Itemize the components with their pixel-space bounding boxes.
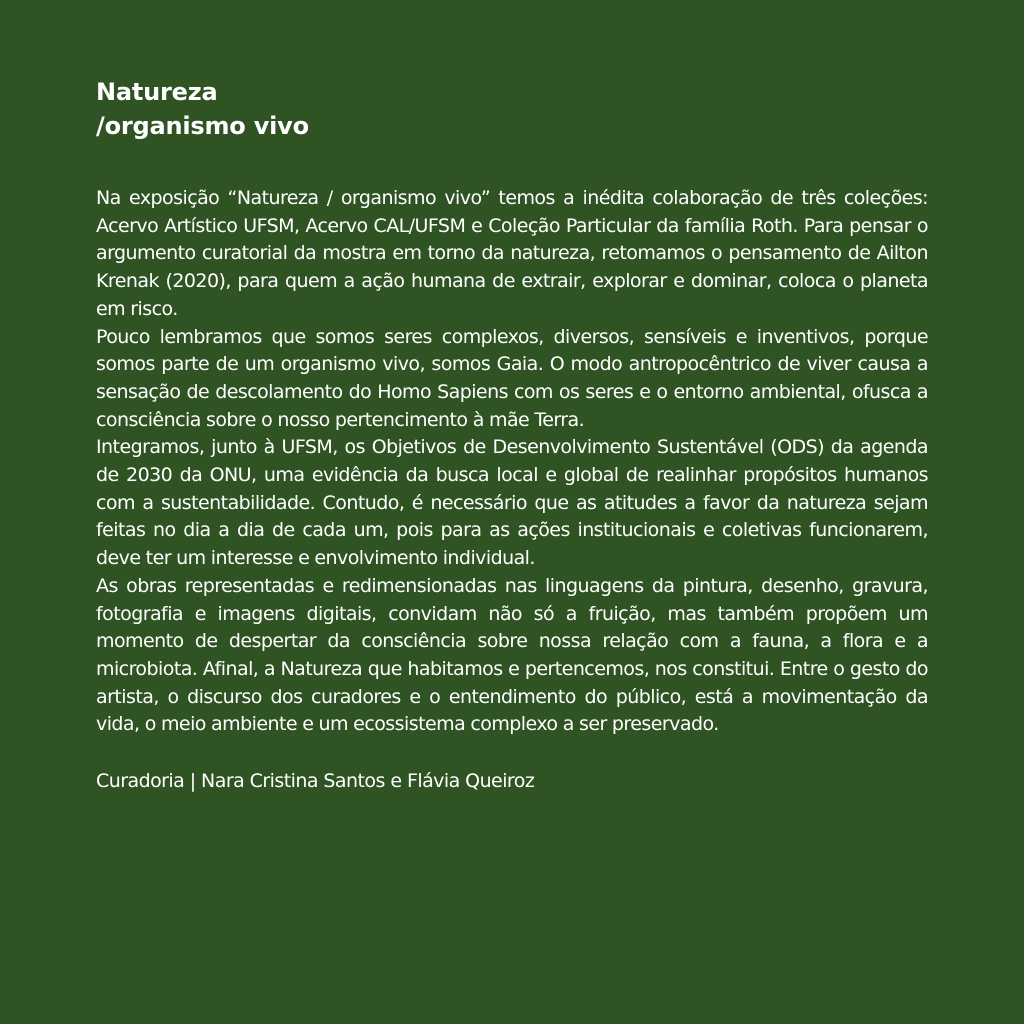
paragraph-3: Integramos, junto à UFSM, os Objetivos de Desenvolvimento Sustentável (ODS) da agenda de 2030 da ONU, uma evidência da busca local e global de realinhar propósitos humanos com a sustentabilidade. Contudo, é necessário que as atitudes a favor da natureza sejam feitas no dia a dia de cada um, pois para as ações institucionais e coletivas funcionarem, deve ter um interesse e envolvimento individual. xyxy=(96,436,928,570)
title-line-2: /organismo vivo xyxy=(96,112,309,140)
paragraph-4: As obras representadas e redimensionadas nas linguagens da pintura, desenho, gravura, fotografia e imagens digitais, convidam não só a fruição, mas também propõem um momento de despertar da consciência sobre nossa relação com a fauna, a flora e a microbiota. Afinal, a Natureza que habitamos e pertencemos, nos constitui. Entre o gesto do artista, o discurso dos curadores e o entendimento do público, está a movimentação da vida, o meio ambiente e um ecossistema complexo a ser preservado. xyxy=(96,574,928,736)
curator-credit: Curadoria | Nara Cristina Santos e Flávia Queiroz xyxy=(96,770,535,793)
title-line-1: Natureza xyxy=(96,78,218,106)
paragraph-2: Pouco lembramos que somos seres complexos, diversos, sensíveis e inventivos, porque somos parte de um organismo vivo, somos Gaia. O modo antropocêntrico de viver causa a sensação de descolamento do Homo Sapiens com os seres e o entorno ambiental, ofusca a consciência sobre o nosso pertencimento à mãe Terra. xyxy=(96,325,928,431)
paragraph-1: Na exposição “Natureza / organismo vivo” temos a inédita colaboração de três coleções: Acervo Artístico UFSM, Acervo CAL/UFSM e Coleção Particular da família Roth. Para pensar o argumento curatorial da mostra em torno da natureza, retomamos o pensamento de Ailton Krenak (2020), para quem a ação humana de extrair, explorar e dominar, coloca o planeta em risco. xyxy=(96,187,928,320)
text-panel xyxy=(96,75,928,796)
page-title xyxy=(96,75,928,143)
body-text xyxy=(96,185,928,739)
